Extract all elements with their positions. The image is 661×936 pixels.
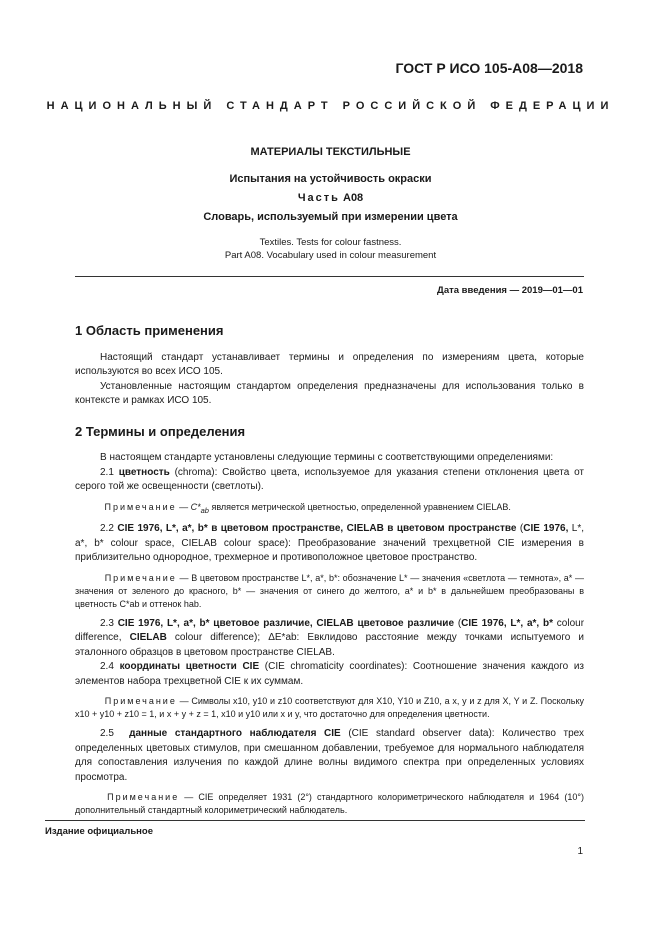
term-2-5: 2.5 данные стандартного наблюдателя CIE (CIE standard observer data): Количество трех определенных цветовых стимулов, при смешанном добавлении, требуемое для нормального наблюдателя для сопоставления излучения по каждой длине волны видимого спектра при определенных условиях просмотра. bbox=[75, 728, 585, 783]
document-part bbox=[0, 192, 661, 204]
term-2-5-name: данные стандартного наблюдателя CIE bbox=[129, 728, 341, 740]
term-2-2: 2.2 CIE 1976, L*, a*, b* в цветовом пространстве, CIELAB в цветовом пространстве (CIE 1976, L*, a*, b* colour space, CIELAB colour space): Преобразование значений трехцветной CIE измерения в приблизительно однородное, трехмерное и противоположное цветовое пространство. bbox=[75, 523, 585, 564]
document-title: МАТЕРИАЛЫ ТЕКСТИЛЬНЫЕ bbox=[250, 146, 411, 158]
national-standard-heading: НАЦИОНАЛЬНЫЙ СТАНДАРТ РОССИЙСКОЙ ФЕДЕРАЦИИ bbox=[46, 100, 615, 112]
english-title-line-2: Part A08. Vocabulary used in colour measurement bbox=[224, 250, 437, 261]
term-2-3: 2.3 CIE 1976, L*, a*, b* цветовое различие, CIELAB цветовое различие (CIE 1976, L*, a*, b* colour difference, CIELAB colour difference); ΔE*ab: Евклидово расстояние между точками испытуемого и эталонного образцов в цветовом пространстве CIELAB. bbox=[75, 617, 585, 658]
note-label: Примечание bbox=[107, 792, 180, 803]
term-2-1-name: цветность bbox=[118, 466, 170, 478]
term-2-4: 2.4 координаты цветности CIE (CIE chromaticity coordinates): Соотношение значения каждого из элементов набора трехцветной CIE к их суммам. bbox=[75, 661, 584, 687]
section-1-heading: 1 Область применения bbox=[75, 323, 224, 338]
part-word: Часть bbox=[297, 192, 340, 204]
note-2-2: Примечание — В цветовом пространстве L*, a*, b*: обозначение L* — значения «светлота — темнота», a* — значения от зеленого до красного, b* — значения от синего до желтого, a* и b* в дальнейшем преобразованы в цветность C*ab и оттенок hab. bbox=[75, 572, 584, 609]
english-title bbox=[0, 236, 661, 262]
note-2-5: Примечание — CIE определяет 1931 (2°) стандартного колориметрического наблюдателя и 1964 (10°) дополнительный стандартный колориметрический наблюдатель. bbox=[75, 792, 584, 816]
document-subtitle: Испытания на устойчивость окраски bbox=[229, 173, 432, 185]
section-1-paragraph-2: Установленные настоящим стандартом определения предназначены для использования только в контексте и рамках ИСО 105. bbox=[75, 380, 584, 406]
note-label: Примечание bbox=[104, 572, 177, 583]
title-divider bbox=[75, 276, 584, 277]
term-2-1: 2.1 цветность (chroma): Свойство цвета, используемое для указания степени отклонения цвета от серого той же освещенности (светлоты). bbox=[75, 466, 585, 492]
document-vocab-title: Словарь, используемый при измерении цвета bbox=[203, 211, 458, 223]
official-edition-label: Издание официальное bbox=[45, 826, 153, 837]
page-number: 1 bbox=[577, 846, 583, 857]
standard-number: ГОСТ Р ИСО 105-А08—2018 bbox=[395, 60, 583, 76]
term-2-3-name: CIE 1976, L*, a*, b* цветовое различие, CIELAB цветовое различие bbox=[117, 617, 455, 629]
section-2-heading: 2 Термины и определения bbox=[75, 423, 246, 439]
footer-divider bbox=[45, 820, 585, 821]
english-title-line-1: Textiles. Tests for colour fastness. bbox=[259, 237, 402, 248]
section-2-intro: В настоящем стандарте установлены следующие термины с соответствующими определениями: bbox=[100, 452, 554, 463]
note-2-4: Примечание — Символы x10, y10 и z10 соответствуют для X10, Y10 и Z10, а x, y и z для X, Y и Z. Поскольку x10 + y10 + z10 = 1, и x + y + z = 1, x10 и y10 или x и y, что достаточно для определения цветности. bbox=[75, 696, 584, 720]
term-2-2-name: CIE 1976, L*, a*, b* в цветовом пространстве, CIELAB в цветовом пространстве bbox=[117, 523, 517, 535]
main-content bbox=[75, 324, 584, 823]
note-2-1: Примечание — $C*_{ab}$ является метрической цветностью, определенной уравнением CIELAB. bbox=[104, 501, 511, 515]
term-2-4-name: координаты цветности CIE bbox=[119, 661, 260, 673]
introduction-date: Дата введения — 2019—01—01 bbox=[437, 285, 583, 296]
note-label: Примечание bbox=[104, 501, 177, 512]
part-number: А08 bbox=[343, 192, 364, 204]
section-1-paragraph-1: Настоящий стандарт устанавливает термины и определения по измерениям цвета, которые используются во всех ИСО 105. bbox=[75, 351, 584, 377]
note-label: Примечание bbox=[104, 696, 177, 707]
